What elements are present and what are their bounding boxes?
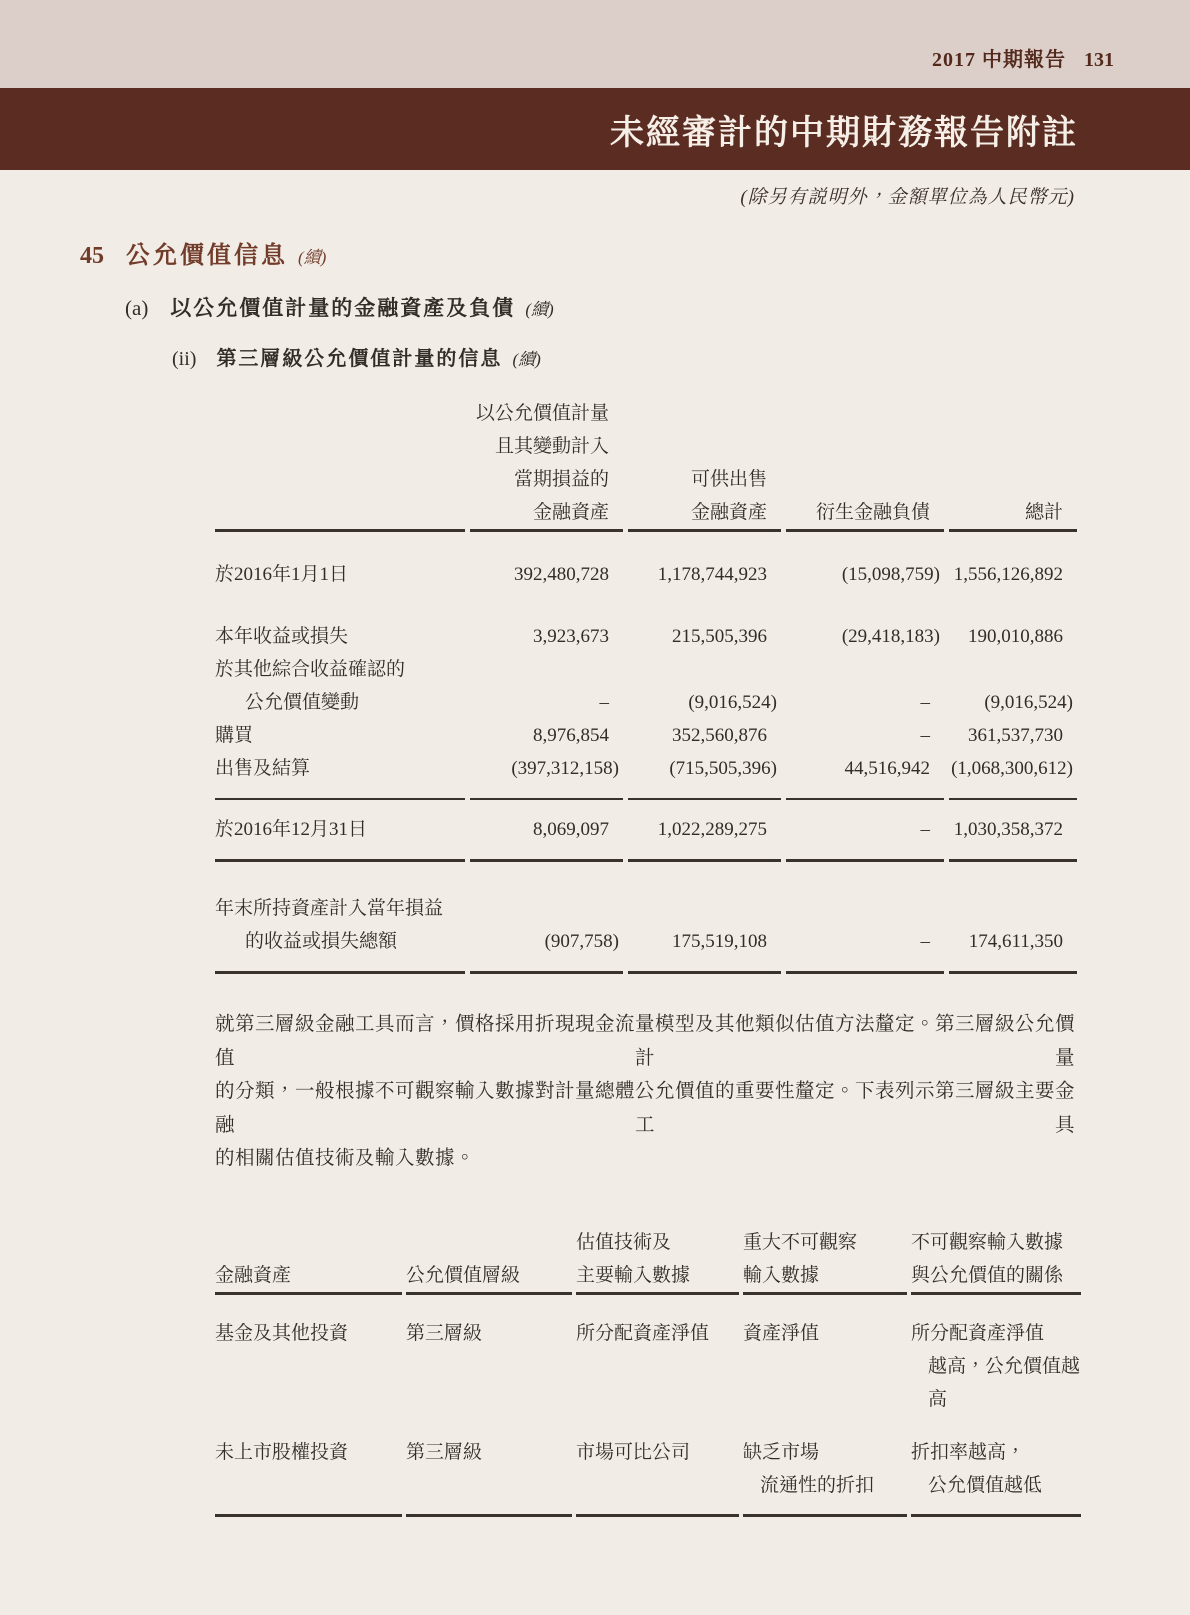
valuation-row xyxy=(215,1317,1081,1416)
row-label: 公允價值變動 xyxy=(245,692,360,713)
cell-value: – xyxy=(920,819,930,840)
cell-value: 175,519,108 xyxy=(672,931,767,952)
cell-value: 392,480,728 xyxy=(514,564,609,585)
valuation-technique: 市場可比公司 xyxy=(576,1441,691,1463)
cell-value: – xyxy=(920,692,930,713)
section-heading xyxy=(80,235,1190,270)
paragraph-line: 就第三層級金融工具而言，價格採用折現現金流量模型及其他類似估值方法釐定。第三層級公允價值計量 xyxy=(215,1014,1076,1069)
column-header: 與公允價值的關係 xyxy=(911,1264,1064,1286)
column-header: 當期損益的 xyxy=(513,469,609,490)
cell-value: 215,505,396 xyxy=(672,626,767,647)
cell-value: – xyxy=(599,692,609,713)
row-label: 年末所持資產計入當年損益 xyxy=(215,898,444,919)
movement-table xyxy=(215,397,1077,974)
valuation-table xyxy=(215,1226,1081,1517)
movement-row xyxy=(215,752,1077,785)
subsection-a-heading xyxy=(125,292,1190,322)
subsection-a-continued: (續) xyxy=(525,300,554,319)
cell-value: – xyxy=(920,931,930,952)
unobservable-input: 缺乏市場 xyxy=(743,1441,820,1463)
column-header: 公允價值層級 xyxy=(406,1264,521,1286)
relationship-line: 折扣率越高， xyxy=(911,1441,1026,1463)
table-rule-thick xyxy=(215,859,1077,862)
column-header: 可供出售 xyxy=(690,469,767,490)
movement-row xyxy=(215,813,1077,846)
movement-row xyxy=(215,925,1077,958)
title-banner xyxy=(0,88,1190,170)
banner-title: 未經審計的中期財務報告附註 xyxy=(610,114,1078,152)
valuation-row xyxy=(215,1436,1081,1502)
subsection-ii-label: (ii) xyxy=(172,348,197,370)
movement-row xyxy=(215,558,1077,591)
unobservable-input: 流通性的折扣 xyxy=(760,1474,875,1496)
cell-value: 174,611,350 xyxy=(968,931,1063,952)
cell-value: (15,098,759) xyxy=(841,564,940,585)
cell-value: (397,312,158) xyxy=(511,758,619,779)
relationship-line: 公允價值越低 xyxy=(928,1474,1043,1496)
row-label: 的收益或損失總額 xyxy=(245,931,398,952)
subsection-ii-heading xyxy=(172,342,1190,371)
column-header: 主要輸入數據 xyxy=(576,1264,691,1286)
movement-table-header-line xyxy=(215,430,1077,463)
cell-value: – xyxy=(920,725,930,746)
cell-value: 352,560,876 xyxy=(672,725,767,746)
row-label: 購買 xyxy=(215,725,254,746)
movement-row xyxy=(215,892,1077,925)
section-number: 45 xyxy=(80,243,104,269)
column-header: 總計 xyxy=(1024,502,1063,523)
movement-table-header-line xyxy=(215,397,1077,430)
cell-value: 361,537,730 xyxy=(968,725,1063,746)
asset-name: 基金及其他投資 xyxy=(215,1322,349,1344)
table-rule-thick xyxy=(215,529,1077,532)
cell-value: (9,016,524) xyxy=(688,692,777,713)
column-header: 金融資產 xyxy=(215,1264,292,1286)
page-number: 131 xyxy=(1084,49,1114,71)
column-header: 金融資產 xyxy=(532,502,609,523)
cell-value: 8,069,097 xyxy=(533,819,609,840)
cell-value: (9,016,524) xyxy=(984,692,1073,713)
subsection-a-label: (a) xyxy=(125,296,149,320)
section-continued: (續) xyxy=(298,248,327,267)
valuation-table-header xyxy=(215,1226,1081,1292)
asset-name: 未上市股權投資 xyxy=(215,1441,349,1463)
valuation-technique: 所分配資產淨值 xyxy=(576,1322,710,1344)
subsection-ii-title: 第三層級公允價值計量的信息 xyxy=(216,348,503,370)
page-body xyxy=(0,235,1190,1517)
column-header: 估值技術及 xyxy=(576,1231,672,1253)
movement-row xyxy=(215,620,1077,653)
cell-value: 44,516,942 xyxy=(844,758,930,779)
cell-value: 1,030,358,372 xyxy=(953,819,1063,840)
paragraph-line: 的相關估值技術及輸入數據。 xyxy=(215,1148,476,1169)
table-rule-thick xyxy=(215,1514,1081,1517)
section-title: 公允價值信息 xyxy=(126,243,288,269)
column-header: 以公允價值計量 xyxy=(475,403,609,424)
row-label: 於2016年1月1日 xyxy=(215,564,349,585)
subsection-a-title: 以公允價值計量的金融資產及負債 xyxy=(170,296,516,320)
cell-value: 1,022,289,275 xyxy=(657,819,767,840)
unobservable-input: 資產淨值 xyxy=(743,1322,820,1344)
column-header: 不可觀察輸入數據 xyxy=(911,1231,1064,1253)
row-label: 於2016年12月31日 xyxy=(215,819,368,840)
cell-value: 1,178,744,923 xyxy=(657,564,767,585)
page-header xyxy=(0,0,1190,88)
column-header: 衍生金融負債 xyxy=(815,502,930,523)
movement-table-header-line xyxy=(215,463,1077,496)
cell-value: 1,556,126,892 xyxy=(953,564,1063,585)
report-title: 2017 中期報告 xyxy=(932,49,1066,71)
row-label: 本年收益或損失 xyxy=(215,626,349,647)
cell-value: 190,010,886 xyxy=(968,626,1063,647)
paragraph-line: 的分類，一般根據不可觀察輸入數據對計量總體公允價值的重要性釐定。下表列示第三層級主要金融工具 xyxy=(215,1081,1076,1136)
fair-value-level: 第三層級 xyxy=(406,1441,483,1463)
table-rule-thin xyxy=(215,798,1077,800)
table-rule-thick xyxy=(215,971,1077,974)
relationship-line: 所分配資產淨值 xyxy=(911,1322,1045,1344)
column-header: 重大不可觀察 xyxy=(743,1231,858,1253)
cell-value: 3,923,673 xyxy=(533,626,609,647)
explanatory-paragraph xyxy=(215,1008,1075,1176)
row-label: 於其他綜合收益確認的 xyxy=(215,659,406,680)
relationship-line: 越高，公允價值越高 xyxy=(928,1355,1081,1410)
column-header: 輸入數據 xyxy=(743,1264,820,1286)
table-rule-thick xyxy=(215,1292,1081,1295)
row-label: 出售及結算 xyxy=(215,758,311,779)
cell-value: 8,976,854 xyxy=(533,725,609,746)
movement-row xyxy=(215,653,1077,686)
subsection-ii-continued: (續) xyxy=(512,350,541,369)
fair-value-level: 第三層級 xyxy=(406,1322,483,1344)
column-header: 且其變動計入 xyxy=(494,436,609,457)
movement-table-header-line xyxy=(215,496,1077,529)
currency-note: (除另有説明外，金額單位為人民幣元) xyxy=(740,187,1075,208)
cell-value: (29,418,183) xyxy=(841,626,940,647)
movement-row xyxy=(215,686,1077,719)
movement-row xyxy=(215,719,1077,752)
column-header: 金融資產 xyxy=(690,502,767,523)
cell-value: (1,068,300,612) xyxy=(951,758,1073,779)
cell-value: (715,505,396) xyxy=(669,758,777,779)
cell-value: (907,758) xyxy=(544,931,619,952)
